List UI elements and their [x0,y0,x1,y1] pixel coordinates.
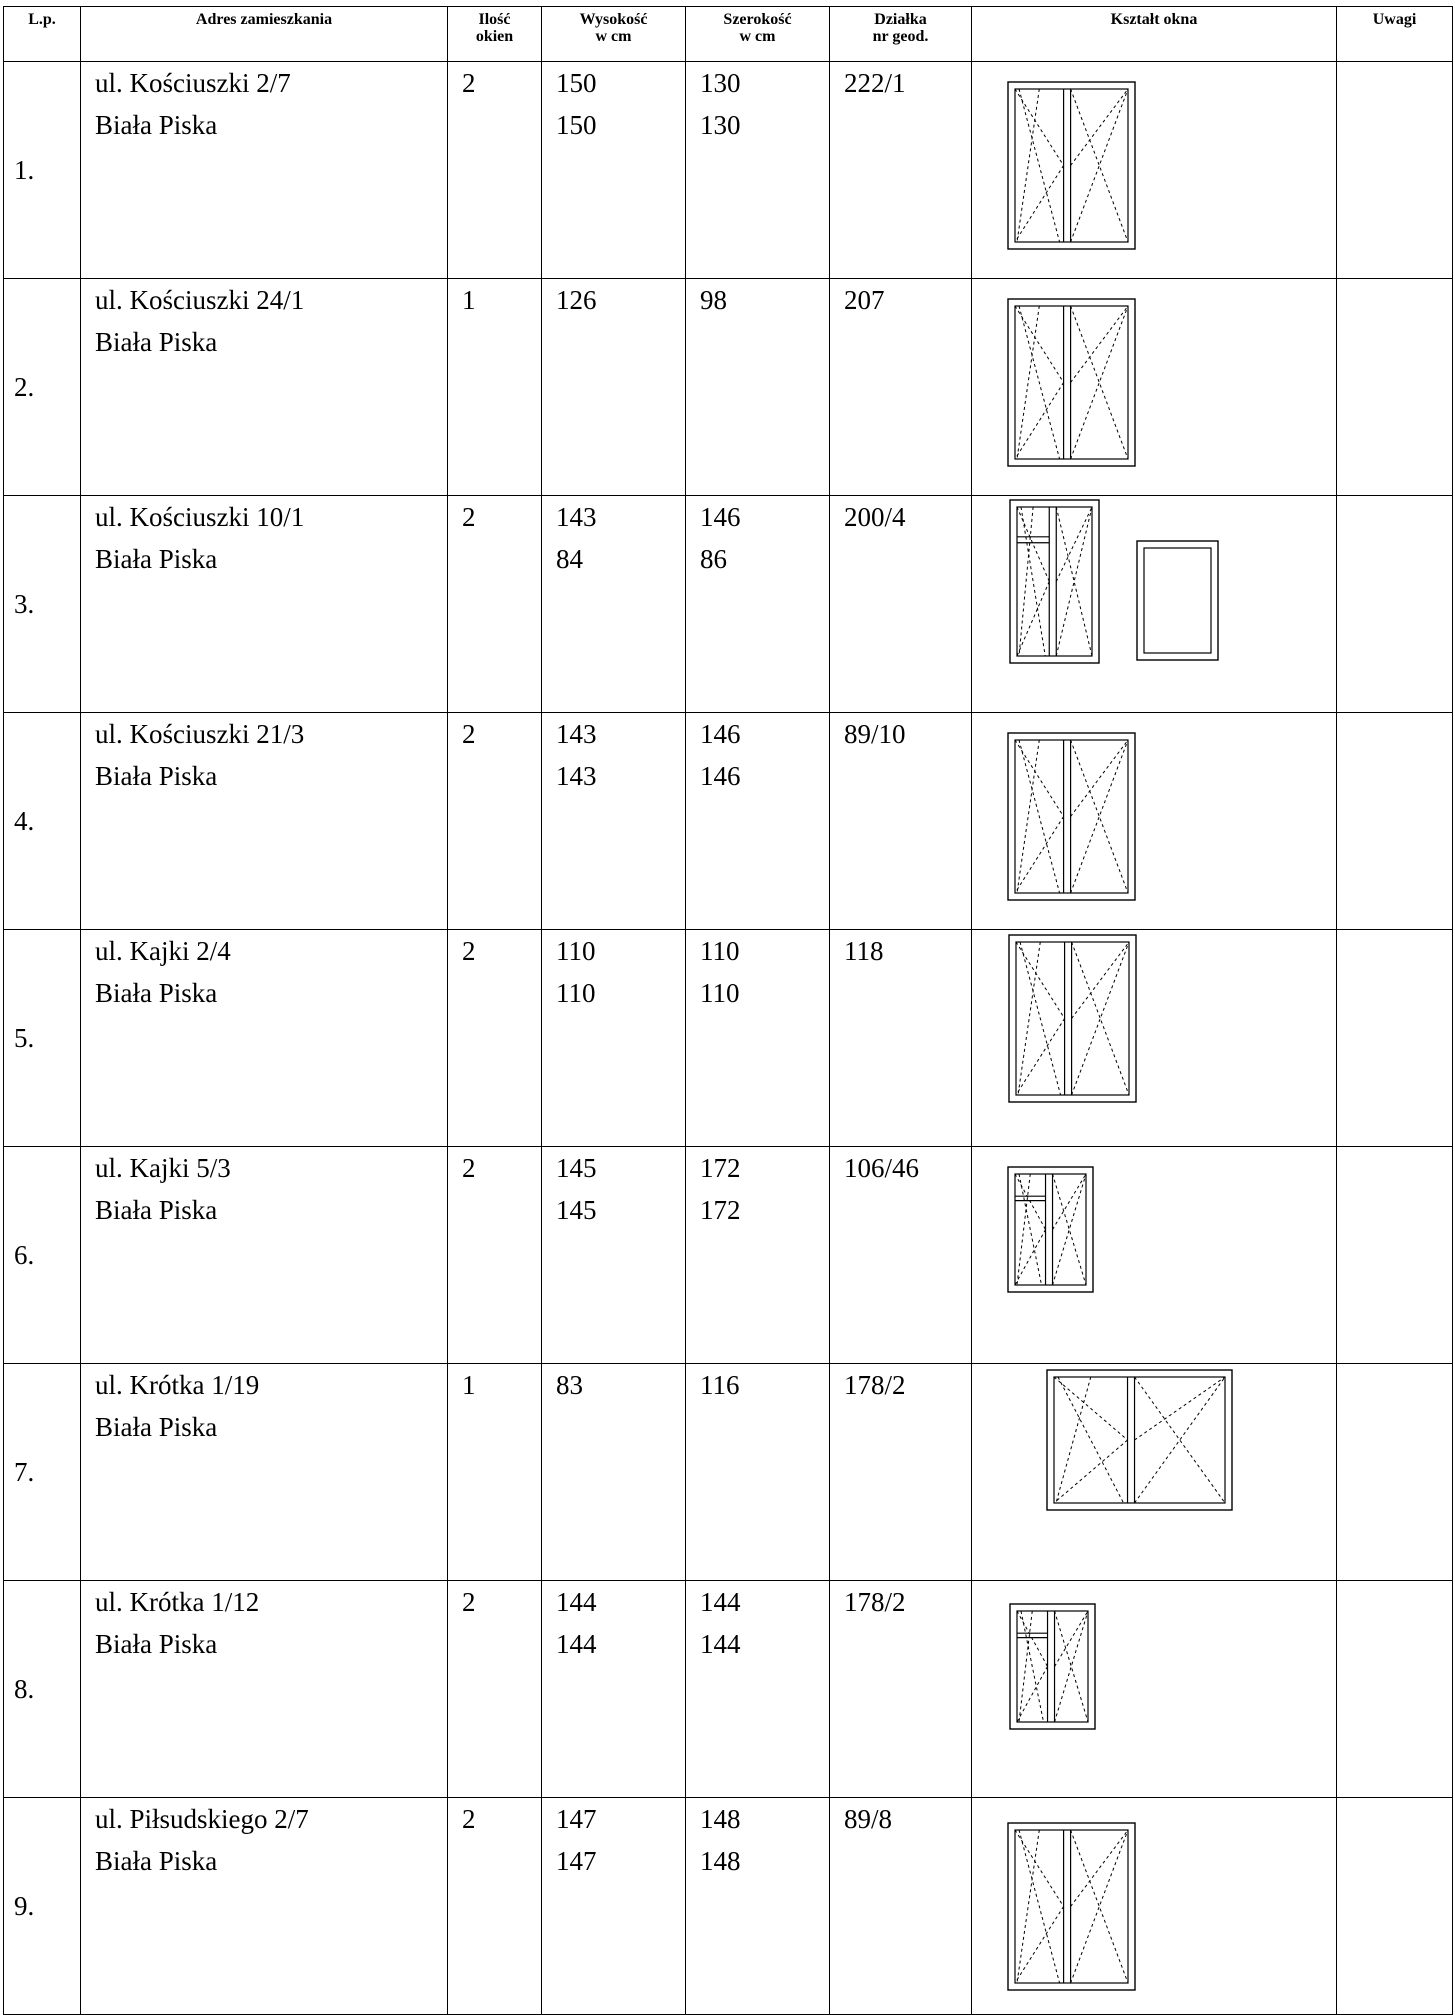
table-row [4,713,1453,930]
address-cell [81,62,448,279]
header-height: Wysokość w cm [542,7,686,62]
window-shape-drawing [972,1581,1332,1791]
height-cell: 145 145 [542,1147,686,1364]
header-width: Szerokość w cm [686,7,830,62]
window-diagram [1009,935,1136,1102]
height-cell: 143 143 [542,713,686,930]
window-shape-cell [972,713,1337,930]
notes-cell [1337,62,1453,279]
street: ul. Krótka 1/19 [95,1370,260,1400]
address-cell [81,713,448,930]
windows-table [3,6,1453,2015]
address-cell [81,279,448,496]
window-shape-cell [972,1147,1337,1364]
row-number: 9. [4,1798,81,2015]
address-cell [81,1798,448,2015]
plot-cell: 207 [830,279,972,496]
height-cell: 147 147 [542,1798,686,2015]
plot-cell: 89/8 [830,1798,972,2015]
header-lp: L.p. [4,7,81,62]
city: Biała Piska [95,978,218,1008]
window-shape-drawing [972,1798,1332,2008]
plot-cell: 200/4 [830,496,972,713]
height-cell: 126 [542,279,686,496]
header-shape: Kształt okna [972,7,1337,62]
width-cell: 110 110 [686,930,830,1147]
window-diagram [1008,733,1135,900]
count-cell: 2 [448,1798,542,2015]
header-notes: Uwagi [1337,7,1453,62]
plot-cell: 222/1 [830,62,972,279]
table-body [4,62,1453,2015]
window-shape-drawing [972,279,1332,489]
window-shape-drawing [972,930,1332,1140]
window-shape-cell [972,930,1337,1147]
width-cell: 98 [686,279,830,496]
width-cell: 146 146 [686,713,830,930]
window-shape-drawing [972,1147,1332,1357]
address-cell [81,1364,448,1581]
width-cell: 116 [686,1364,830,1581]
city: Biała Piska [95,761,218,791]
window-shape-cell [972,1364,1337,1581]
header-address: Adres zamieszkania [81,7,448,62]
width-cell: 130 130 [686,62,830,279]
plot-cell: 118 [830,930,972,1147]
header-plot: Działka nr geod. [830,7,972,62]
notes-cell [1337,279,1453,496]
street: ul. Kościuszki 10/1 [95,502,305,532]
city: Biała Piska [95,1629,218,1659]
plot-cell: 89/10 [830,713,972,930]
city: Biała Piska [95,1195,218,1225]
width-cell: 172 172 [686,1147,830,1364]
notes-cell [1337,1364,1453,1581]
city: Biała Piska [95,1412,218,1442]
width-cell: 144 144 [686,1581,830,1798]
window-shape-drawing [972,1364,1332,1574]
street: ul. Kościuszki 2/7 [95,68,291,98]
table-row [4,1147,1453,1364]
header-count: Ilość okien [448,7,542,62]
window-diagram [1008,82,1135,249]
table-row [4,930,1453,1147]
notes-cell [1337,930,1453,1147]
window-diagram [1010,1604,1095,1729]
count-cell: 1 [448,279,542,496]
address-cell [81,930,448,1147]
height-cell: 143 84 [542,496,686,713]
street: ul. Krótka 1/12 [95,1587,260,1617]
table-row [4,1364,1453,1581]
height-cell: 110 110 [542,930,686,1147]
plot-cell: 106/46 [830,1147,972,1364]
notes-cell [1337,1798,1453,2015]
window-shape-drawing [972,62,1332,272]
city: Biała Piska [95,327,218,357]
width-cell: 146 86 [686,496,830,713]
notes-cell [1337,1581,1453,1798]
address-cell [81,1147,448,1364]
city: Biała Piska [95,544,218,574]
window-shape-drawing [972,496,1332,706]
plot-cell: 178/2 [830,1581,972,1798]
row-number: 8. [4,1581,81,1798]
window-diagram [1047,1370,1232,1510]
window-diagram [1008,1823,1135,1990]
window-diagram [1008,1167,1093,1292]
street: ul. Kościuszki 24/1 [95,285,305,315]
table-row [4,279,1453,496]
street: ul. Kościuszki 21/3 [95,719,305,749]
notes-cell [1337,496,1453,713]
window-shape-cell [972,1798,1337,2015]
row-number: 3. [4,496,81,713]
row-number: 1. [4,62,81,279]
window-diagram [1137,541,1218,660]
table-row [4,1581,1453,1798]
table-row [4,1798,1453,2015]
row-number: 2. [4,279,81,496]
address-cell [81,1581,448,1798]
window-shape-drawing [972,713,1332,923]
header-row [4,7,1453,62]
count-cell: 2 [448,713,542,930]
window-shape-cell [972,496,1337,713]
count-cell: 2 [448,496,542,713]
width-cell: 148 148 [686,1798,830,2015]
row-number: 7. [4,1364,81,1581]
table-row [4,62,1453,279]
address-cell [81,496,448,713]
notes-cell [1337,1147,1453,1364]
table-row [4,496,1453,713]
count-cell: 2 [448,1581,542,1798]
window-shape-cell [972,1581,1337,1798]
height-cell: 144 144 [542,1581,686,1798]
window-diagram [1008,299,1135,466]
row-number: 5. [4,930,81,1147]
height-cell: 150 150 [542,62,686,279]
row-number: 4. [4,713,81,930]
row-number: 6. [4,1147,81,1364]
plot-cell: 178/2 [830,1364,972,1581]
notes-cell [1337,713,1453,930]
height-cell: 83 [542,1364,686,1581]
window-diagram [1010,500,1099,663]
city: Biała Piska [95,110,218,140]
street: ul. Kajki 2/4 [95,936,231,966]
count-cell: 2 [448,62,542,279]
city: Biała Piska [95,1846,218,1876]
count-cell: 2 [448,1147,542,1364]
count-cell: 2 [448,930,542,1147]
count-cell: 1 [448,1364,542,1581]
window-shape-cell [972,279,1337,496]
street: ul. Piłsudskiego 2/7 [95,1804,309,1834]
street: ul. Kajki 5/3 [95,1153,231,1183]
window-shape-cell [972,62,1337,279]
